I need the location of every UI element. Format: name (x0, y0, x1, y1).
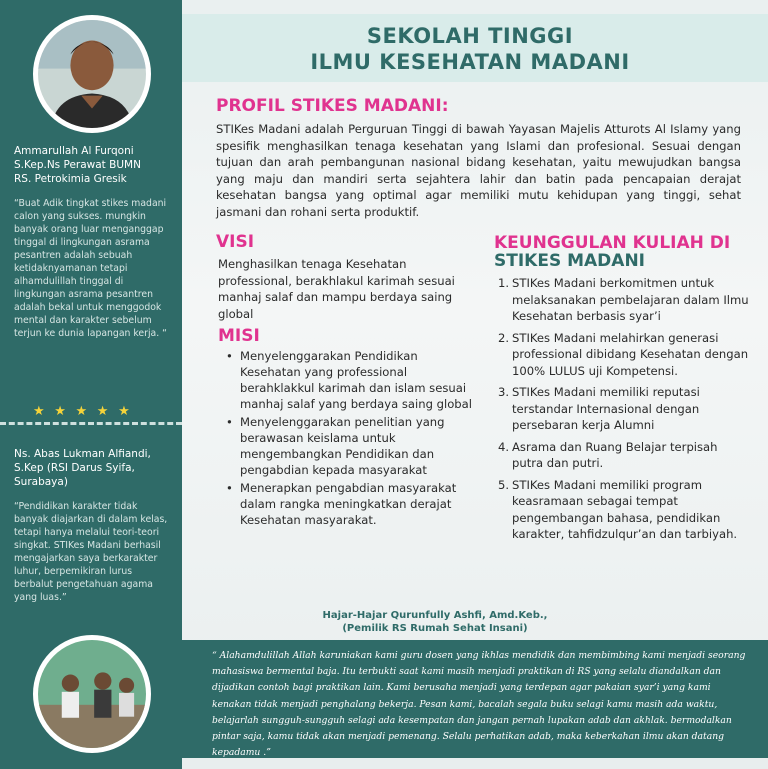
testimonial1-quote: “Buat Adik tingkat stikes madani calon yang sukses. mungkin banyak orang luar menganggap tinggal di lingkungan asrama pesantren adalah sebuah ketidaknyamanan tetapi alhamdulillah tinggal di lingkungan asrama pesantren adalah bekal untuk menggodok mental dan karakter sebelum terjun ke dunia lapangan kerja. “ (14, 198, 167, 339)
misi-item-text: Menerapkan pengabdian masyarakat dalam rangka meningkatkan derajat Kesehatan masyarakat. (240, 481, 457, 527)
misi-item-text: Menyelenggarakan penelitian yang berawasan keislama untuk mengembangkan Pendidikan dan pengabdian kepada masyarakat (240, 415, 445, 477)
bottom-testimonial-affiliation: (Pemilik RS Rumah Sehat Insani) (342, 623, 528, 634)
misi-heading: MISI (218, 326, 260, 346)
rating-stars: ★ ★ ★ ★ ★ (33, 403, 133, 418)
group-photo (33, 635, 151, 753)
visi-heading: VISI (216, 232, 255, 252)
keunggulan-item (494, 330, 750, 380)
misi-item (222, 480, 472, 528)
item-number: 2. (498, 330, 510, 345)
testimonial2-quote: “Pendidikan karakter tidak banyak diajarkan di dalam kelas, tetapi hanya melalui teori-teori singkat. STIKes Madani berhasil mengajarkan saya berkarakter luhur, berpemikiran lurus berbalut pengetahuan agama yang luas.” (14, 501, 168, 603)
keunggulan-heading-line2: STIKES MADANI (494, 251, 646, 271)
item-number: 3. (498, 385, 510, 399)
item-number: 5. (498, 477, 510, 492)
page-title-line2: ILMU KESEHATAN MADANI (310, 50, 630, 74)
dashed-divider (0, 422, 182, 425)
misi-item (222, 348, 472, 412)
bullet-icon: • (226, 415, 233, 429)
testimonial2-name-line3: Surabaya) (14, 476, 68, 488)
keunggulan-heading-line1: KEUNGGULAN KULIAH DI (494, 233, 731, 253)
keunggulan-item-text: STIKes Madani melahirkan generasi professional dibidang Kesehatan dengan 100% LULUS uji Kompetensi. (512, 330, 749, 378)
bottom-testimonial-quote: “ Alahamdulillah Allah karuniakan kami guru dosen yang ikhlas mendidik dan membimbing kami menjadi seorang mahasiswa bermental baja. Itu terbukti saat kami masih menjadi praktikan di RS yang selalu diandalkan dan dijadikan contoh bagi praktikan lain. Kami berusaha menjadi yang terdepan agar pakaian syar’i yang kami kenakan tidak menjadi penghalang bekerja. Pesan kami, bacalah segala buku selagi kamu masih ada waktu, belajarlah sungguh-sungguh selagi ada kesempatan dan jangan pernah lupakan adab dan akhlak. bermodalkan pintar saja, kamu tidak akan menjadi pemenang. Selalu perhatikan adab, maka keberkahan ilmu akan datang kepadamu .” (212, 650, 746, 759)
keunggulan-item-text: STIKes Madani memiliki reputasi terstandar Internasional dengan persebaran kerja Alumni (512, 385, 700, 432)
keunggulan-item-text: Asrama dan Ruang Belajar terpisah putra dan putri. (512, 439, 718, 470)
keunggulan-item-text: STIKes Madani berkomitmen untuk melaksanakan pembelajaran dalam Ilmu Kesehatan berbasis syar’i (512, 276, 749, 323)
classroom-photo (38, 640, 146, 748)
keunggulan-item (494, 477, 750, 543)
bullet-icon: • (226, 349, 233, 363)
bullet-icon: • (226, 481, 233, 495)
profil-text: STIKes Madani adalah Perguruan Tinggi di bawah Yayasan Majelis Atturots Al Islamy yang spesifik menghasilkan tenaga kesehatan yang Islami dan profesional. Sesuai dengan tujuan dan arah pembangunan nasional bidang kesehatan, yaitu mewujudkan bangsa yang maju dan mandiri serta sejahtera lahir dan batin pada pencapaian derajat kesehatan bangsa yang optimal agar memiliki mutu kehidupan yang tinggi, sehat jasmani dan rohani serta produktif. (216, 122, 741, 219)
page-title-line1: SEKOLAH TINGGI (366, 24, 574, 48)
misi-item (222, 414, 472, 478)
bottom-testimonial-name: Hajar-Hajar Qurunfully Ashfi, Amd.Keb., (322, 610, 548, 621)
keunggulan-item-text: STIKes Madani memiliki program keasramaan sebagai tempat pengembangan bahasa, pendidikan karakter, tahfidzulqur’an dan tarbiyah. (512, 477, 738, 541)
misi-item-text: Menyelenggarakan Pendidikan Kesehatan yang professional berahklakkul karimah dan islam sesuai manhaj salaf yang berdaya saing global (240, 349, 472, 411)
portrait-photo (38, 20, 146, 128)
item-number: 4. (498, 439, 510, 454)
avatar-ammarullah (33, 15, 151, 133)
keunggulan-list (494, 275, 750, 548)
testimonial2-name-line2: S.Kep (RSI Darus Syifa, (14, 462, 135, 474)
testimonial2-name-line1: Ns. Abas Lukman Alfiandi, (14, 448, 151, 460)
misi-list (222, 348, 472, 530)
item-number: 1. (498, 276, 510, 290)
keunggulan-item (494, 439, 750, 472)
testimonial1-name-line1: Ammarullah Al Furqoni (14, 145, 134, 157)
testimonial1-name-line3: RS. Petrokimia Gresik (14, 173, 127, 185)
keunggulan-item (494, 275, 750, 325)
visi-text: Menghasilkan tenaga Kesehatan professional, berakhlakul karimah sesuai manhaj salaf dan mampu berdaya saing global (218, 257, 455, 321)
testimonial1-name-line2: S.Kep.Ns Perawat BUMN (14, 159, 141, 171)
profil-heading: PROFIL STIKES MADANI: (216, 96, 449, 116)
keunggulan-item (494, 384, 750, 434)
